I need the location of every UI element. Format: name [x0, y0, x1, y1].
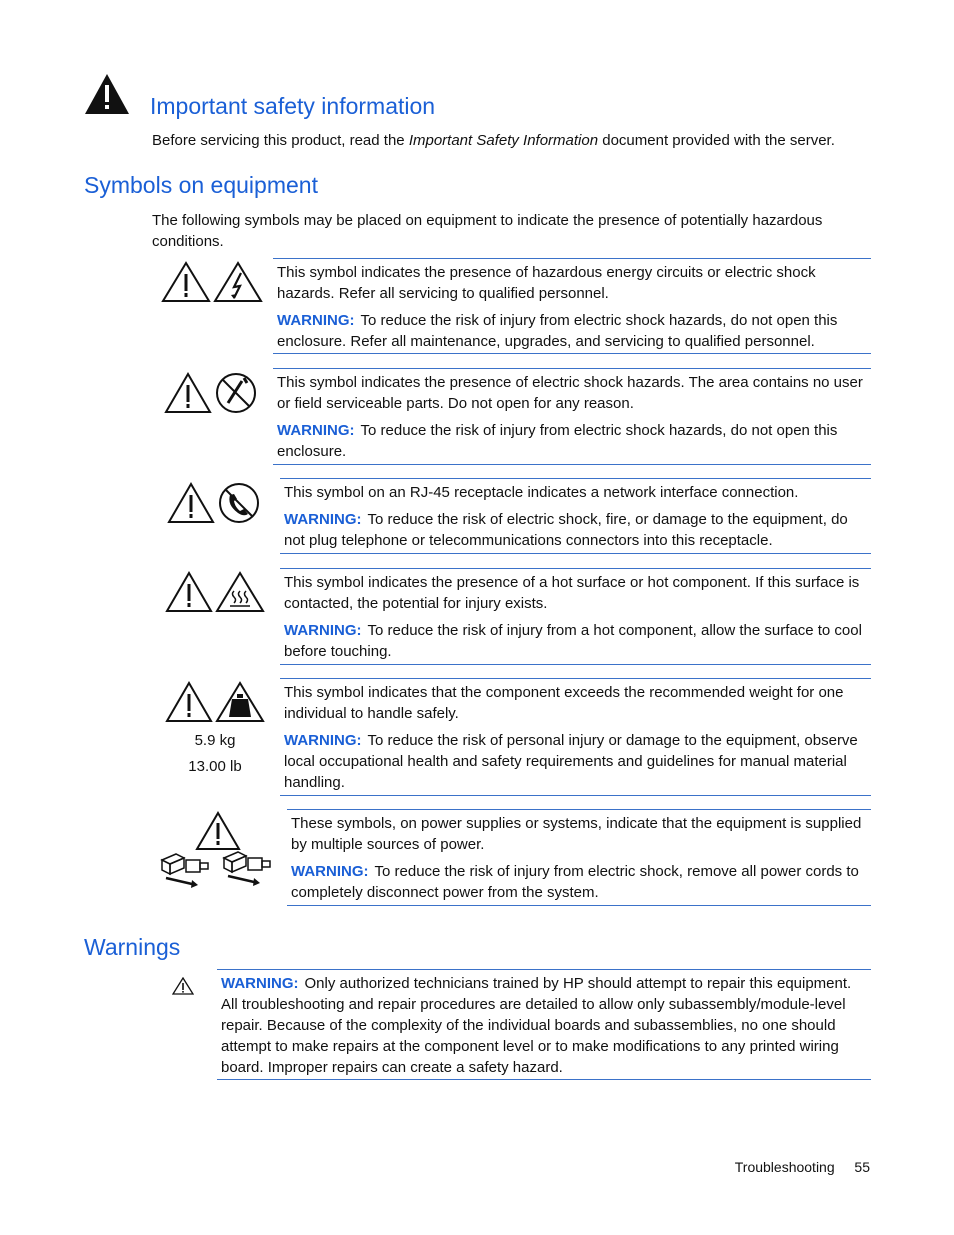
- caution-icon: [83, 72, 131, 116]
- warning-label: WARNING:: [221, 975, 299, 992]
- heading-symbols-on-equipment: Symbols on equipment: [84, 172, 318, 198]
- symbol-description: This symbol indicates that the component exceeds the recommended weight for one individual to handle safely.: [284, 684, 844, 722]
- page-footer: [735, 1159, 870, 1175]
- symbol-item-1: [273, 258, 871, 354]
- warning-label: WARNING:: [291, 863, 369, 880]
- symbol-description: This symbol on an RJ-45 receptacle indicates a network interface connection.: [284, 484, 799, 501]
- warning-label: WARNING:: [284, 511, 362, 528]
- heavy-weight-icon: [165, 680, 267, 724]
- symbol-description: This symbol indicates the presence of electric shock hazards. The area contains no user or field serviceable parts. Do not open for any reason.: [277, 374, 863, 412]
- warning-text: To reduce the risk of injury from electric shock hazards, do not open this enclosure. Refer all maintenance, upgrades, and servicing to qualified personnel.: [277, 312, 838, 350]
- warning-text: To reduce the risk of injury from a hot component, allow the surface to cool before touching.: [284, 622, 862, 660]
- important-safety-text: Before servicing this product, read the Important Safety Information document provided with the server.: [152, 132, 835, 149]
- warnings-block: [217, 969, 871, 1080]
- warning-label: WARNING:: [284, 622, 362, 639]
- symbol-item-5: [280, 678, 871, 796]
- weight-lb: 13.00 lb: [188, 758, 242, 775]
- hot-surface-icon: [165, 570, 267, 614]
- warning-text: To reduce the risk of personal injury or damage to the equipment, observe local occupational health and safety requirements and guidelines for manual material handling.: [284, 732, 858, 791]
- symbol-description: This symbol indicates the presence of hazardous energy circuits or electric shock hazards. Refer all servicing to qualified personnel.: [277, 264, 816, 302]
- symbol-item-6: [287, 809, 871, 906]
- symbol-item-3: [280, 478, 871, 554]
- weight-kg: 5.9 kg: [194, 732, 236, 749]
- warning-text: To reduce the risk of injury from electric shock, remove all power cords to completely disconnect power from the system.: [291, 863, 859, 901]
- symbol-description: This symbol indicates the presence of a hot surface or hot component. If this surface is contacted, the potential for injury exists.: [284, 574, 860, 612]
- page-number: 55: [854, 1159, 870, 1175]
- warning-label: WARNING:: [277, 422, 355, 439]
- symbol-description: These symbols, on power supplies or systems, indicate that the equipment is supplied by multiple sources of power.: [291, 815, 862, 853]
- warning-text: To reduce the risk of injury from electric shock hazards, do not open this enclosure.: [277, 422, 838, 460]
- warning-text: To reduce the risk of electric shock, fire, or damage to the equipment, do not plug telephone or telecommunications connectors into this receptacle.: [284, 511, 848, 549]
- warnings-text: Only authorized technicians trained by HP should attempt to repair this equipment. All troubleshooting and repair procedures are detailed to allow only subassembly/module-level repair. Because of the complexity of the individual boards and subassemblies, no one should attempt to make repairs at the component level or to make modifications to any printed wiring board. Improper repairs can create a safety hazard.: [221, 975, 852, 1076]
- symbols-intro-text: The following symbols may be placed on equipment to indicate the presence of potentially hazardous conditions.: [152, 212, 823, 250]
- symbol-item-2: [273, 368, 871, 465]
- warning-triangle-icon: [172, 977, 194, 995]
- warning-label: WARNING:: [284, 732, 362, 749]
- network-receptacle-icon: [167, 481, 263, 525]
- heading-warnings: Warnings: [84, 934, 181, 960]
- hazardous-energy-icon: [160, 260, 264, 304]
- symbol-item-4: [280, 568, 871, 665]
- footer-section: Troubleshooting: [734, 1159, 835, 1175]
- multiple-power-sources-icon: [156, 810, 280, 890]
- heading-important-safety: Important safety information: [150, 93, 436, 119]
- warning-label: WARNING:: [277, 312, 355, 329]
- no-serviceable-parts-icon: [164, 371, 260, 415]
